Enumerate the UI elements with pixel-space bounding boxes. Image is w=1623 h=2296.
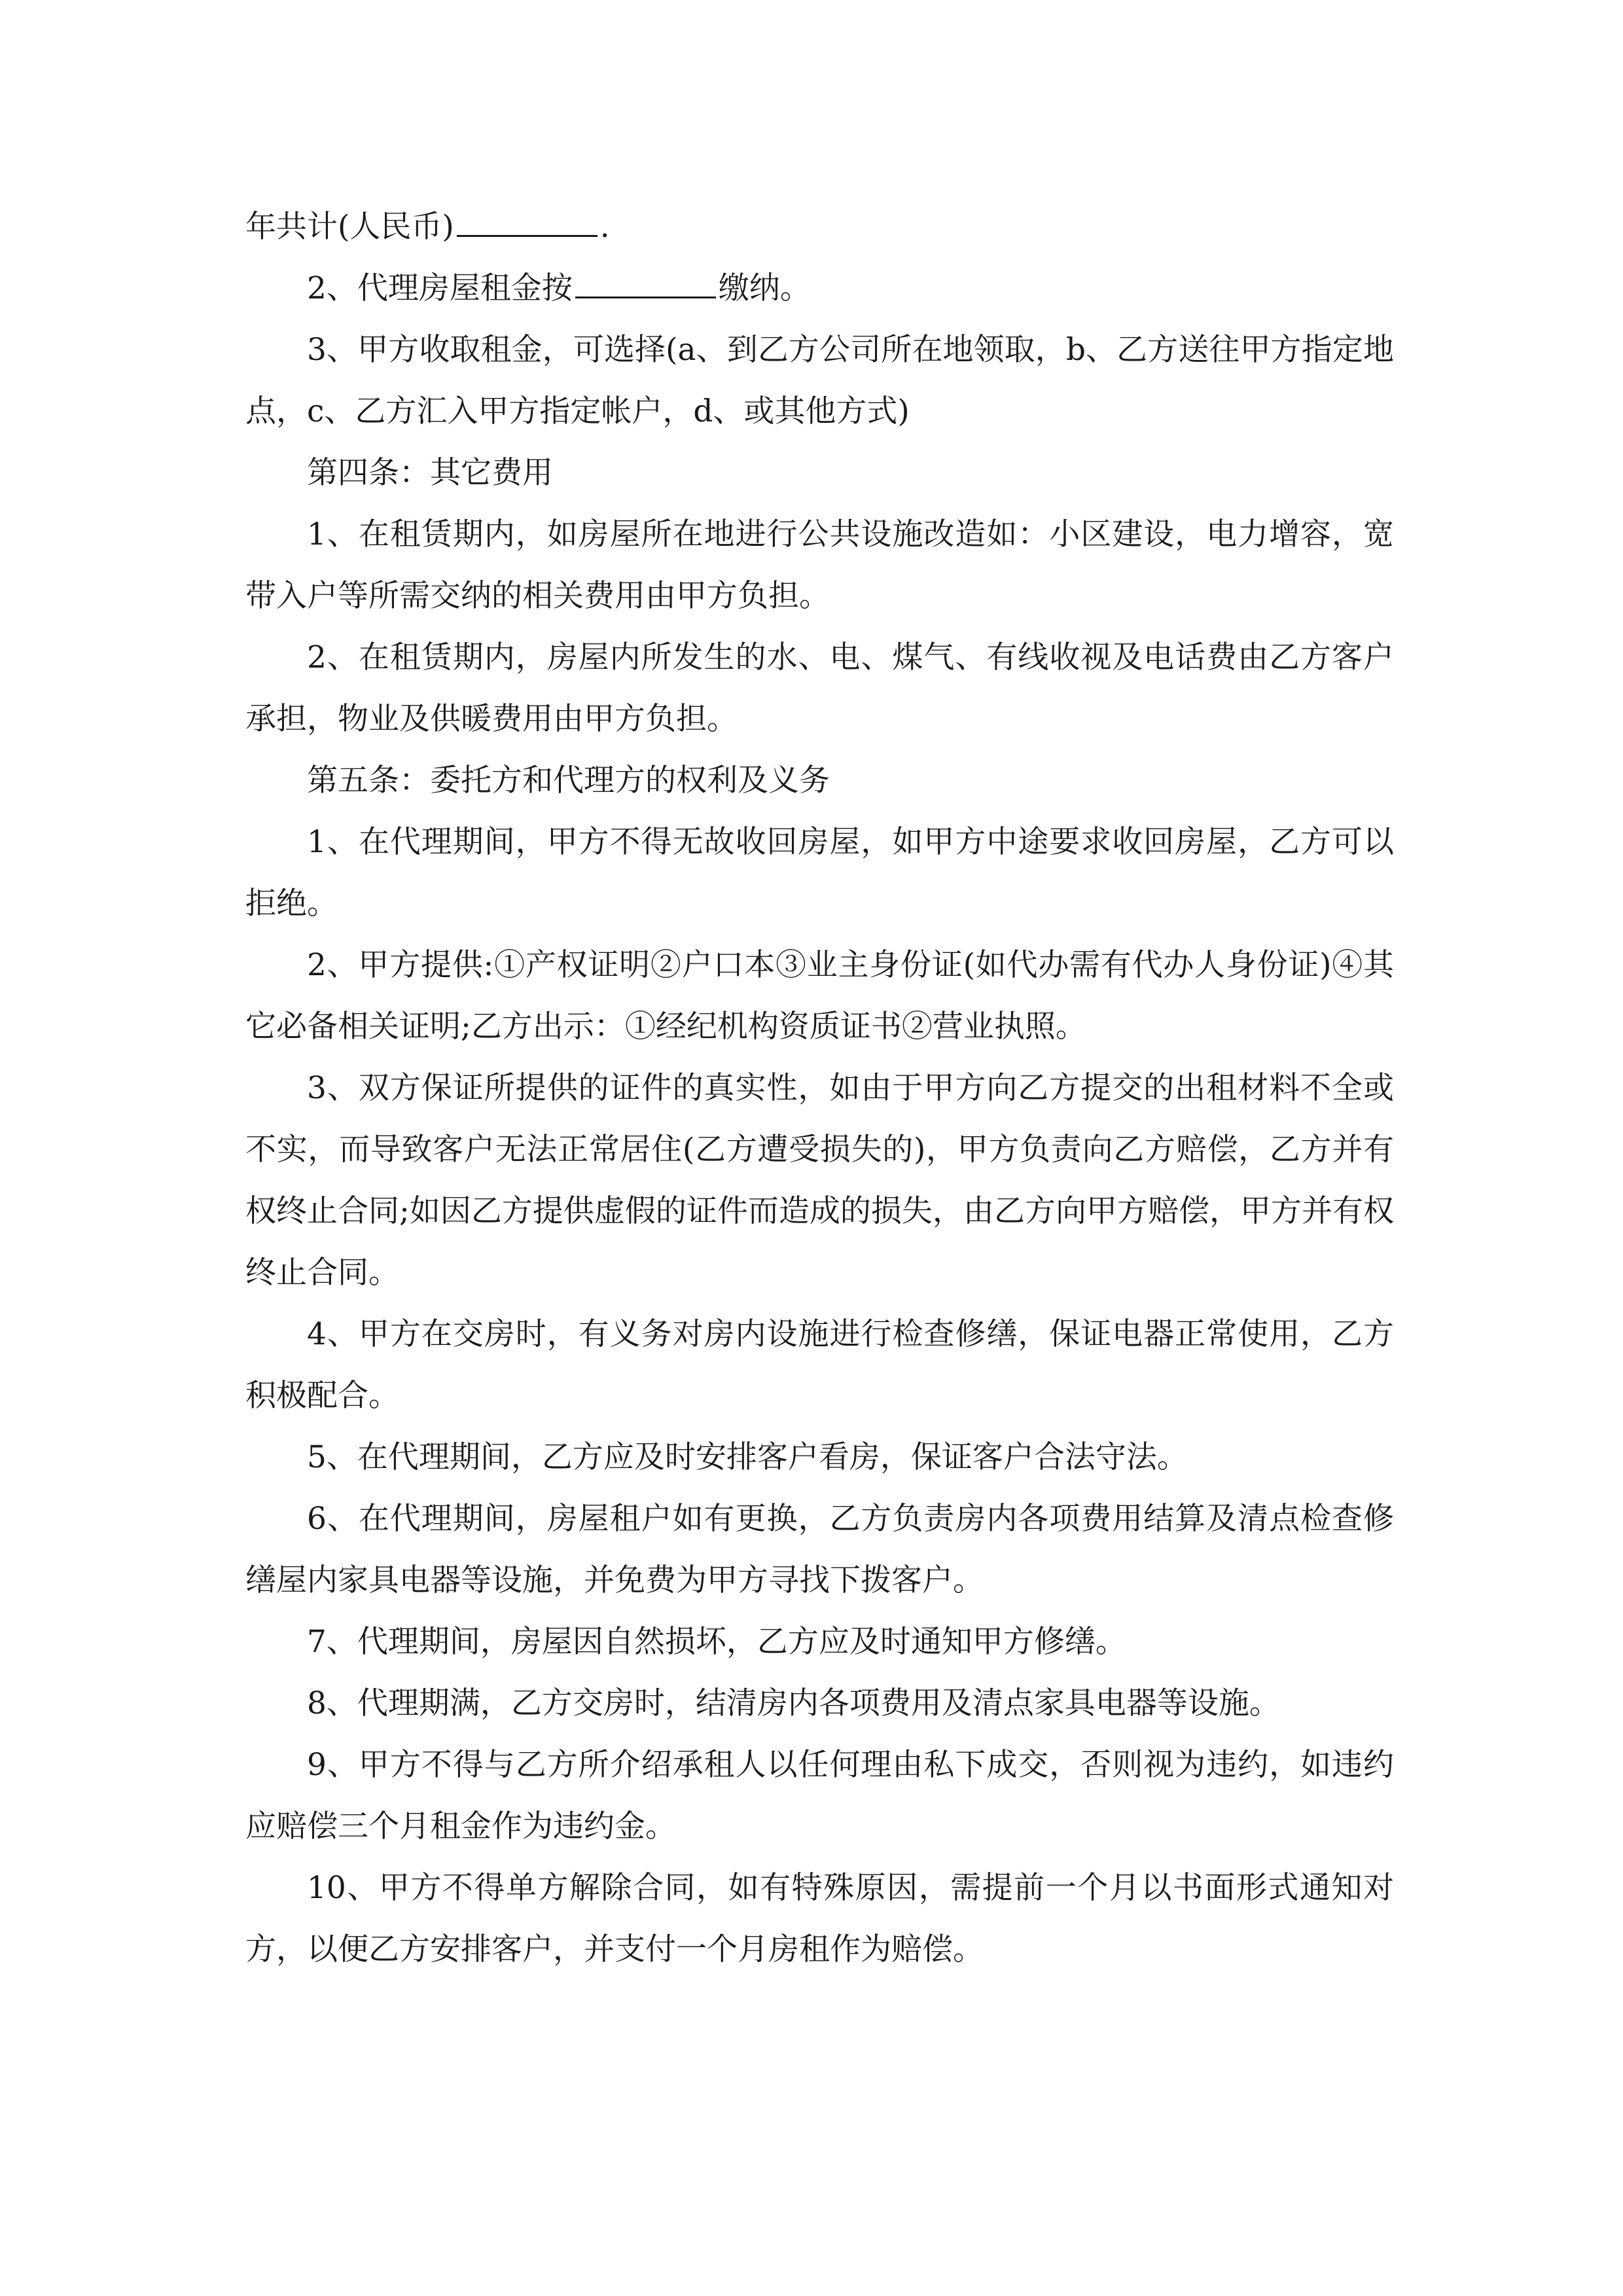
- rent-payment-label: 2、代理房屋租金按: [307, 270, 573, 306]
- paragraph-no-recall: 1、在代理期间，甲方不得无故收回房屋，如甲方中途要求收回房屋，乙方可以拒绝。: [245, 824, 1394, 922]
- paragraph-annual-total: [245, 196, 1394, 258]
- paragraph-rent-payment: [245, 258, 1394, 319]
- paragraph-documents: 2、甲方提供:①产权证明②户口本③业主身份证(如代办需有代办人身份证)④其它必备相关证明;乙方出示：①经纪机构资质证书②营业执照。: [245, 947, 1394, 1045]
- paragraph-utilities: 2、在租赁期内，房屋内所发生的水、电、煤气、有线收视及电话费由乙方客户承担，物业及供暖费用由甲方负担。: [245, 639, 1394, 737]
- paragraph-expiry-settlement: 8、代理期满，乙方交房时，结清房内各项费用及清点家具电器等设施。: [307, 1685, 1280, 1721]
- paragraph-public-facilities: 1、在租赁期内，如房屋所在地进行公共设施改造如：小区建设，电力增容，宽带入户等所需交纳的相关费用由甲方负担。: [245, 516, 1394, 614]
- paragraph-rent-collection: 3、甲方收取租金，可选择(a、到乙方公司所在地领取，b、乙方送往甲方指定地点，c、乙方汇入甲方指定帐户，d、或其他方式): [245, 332, 1394, 429]
- article-4-heading: 第四条：其它费用: [307, 455, 553, 491]
- paragraph-natural-damage: 7、代理期间，房屋因自然损坏，乙方应及时通知甲方修缮。: [307, 1624, 1126, 1660]
- annual-total-label: 年共计(人民币): [245, 209, 454, 245]
- contract-body: [245, 196, 1394, 1981]
- article-5-heading: 第五条：委托方和代理方的权利及义务: [307, 762, 830, 798]
- fill-in-blank: [457, 234, 597, 237]
- annual-total-end: .: [599, 209, 610, 245]
- paragraph-viewings: 5、在代理期间，乙方应及时安排客户看房，保证客户合法守法。: [307, 1439, 1188, 1475]
- fill-in-blank: [575, 296, 716, 298]
- paragraph-authenticity: 3、双方保证所提供的证件的真实性，如由于甲方向乙方提交的出租材料不全或不实，而导致客户无法正常居住(乙方遭受损失的)，甲方负责向乙方赔偿，乙方并有权终止合同;如因乙方提供虚假的证件而造成的损失，由乙方向甲方赔偿，甲方并有权终止合同。: [245, 1070, 1394, 1291]
- paragraph-private-deal: 9、甲方不得与乙方所介绍承租人以任何理由私下成交，否则视为违约，如违约应赔偿三个月租金作为违约金。: [245, 1747, 1394, 1844]
- paragraph-tenant-change: 6、在代理期间，房屋租户如有更换，乙方负责房内各项费用结算及清点检查修缮屋内家具电器等设施，并免费为甲方寻找下拨客户。: [245, 1501, 1394, 1598]
- paragraph-handover-inspection: 4、甲方在交房时，有义务对房内设施进行检查修缮，保证电器正常使用，乙方积极配合。: [245, 1316, 1394, 1414]
- paragraph-termination: 10、甲方不得单方解除合同，如有特殊原因，需提前一个月以书面形式通知对方，以便乙方安排客户，并支付一个月房租作为赔偿。: [245, 1870, 1394, 1967]
- rent-payment-end: 缴纳。: [718, 270, 811, 306]
